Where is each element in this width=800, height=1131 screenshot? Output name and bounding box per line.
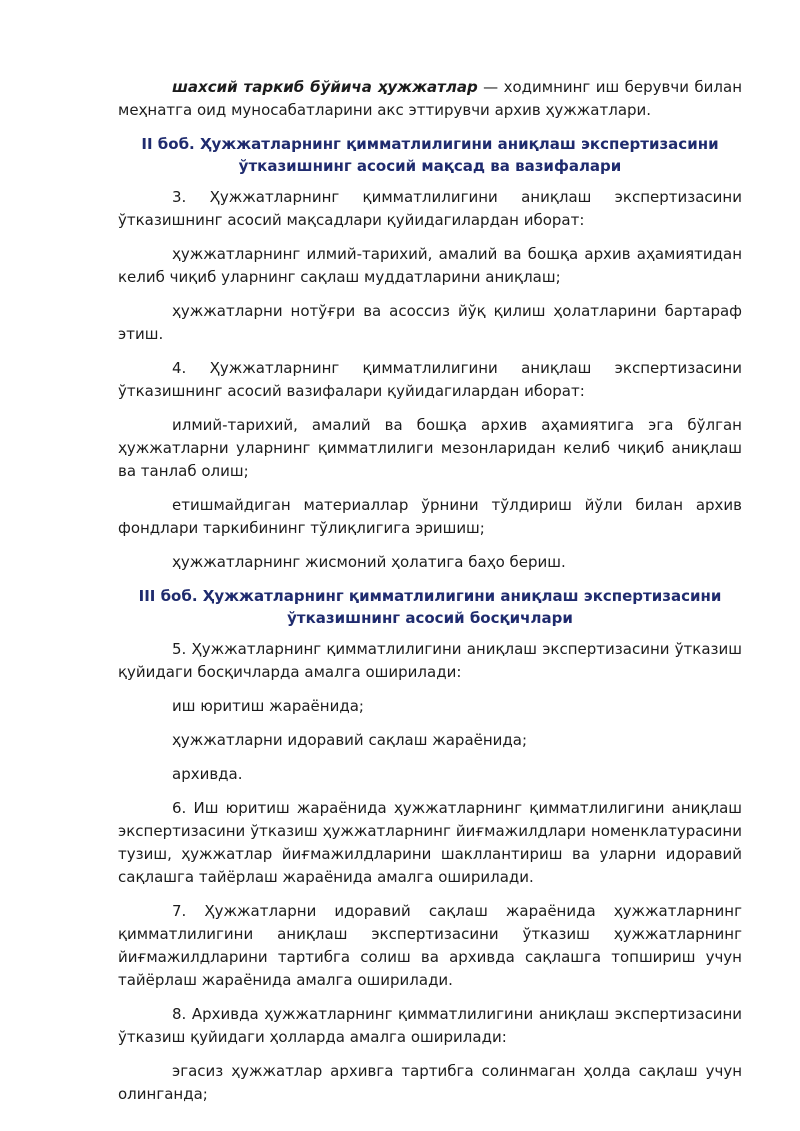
chapter-2-heading-line-2: ўтказишнинг асосий мақсад ва вазифалари [238, 157, 622, 175]
paragraph-5-item-1: иш юритиш жараёнида; [172, 697, 364, 715]
paragraph-5: 5. Ҳужжатларнинг қимматлилигини аниқлаш экспертизасини ўтказиш қуйидаги босқичларда амалга оширилади: [118, 640, 742, 681]
paragraph-4: 4. Ҳужжатларнинг қимматлилигини аниқлаш экспертизасини ўтказишнинг асосий вазифалари қуйидагилардан иборат: [118, 359, 742, 400]
chapter-2-heading [118, 133, 742, 177]
defined-term: шахсий таркиб бўйича ҳужжатлар [172, 78, 478, 96]
paragraph-3-item-1: ҳужжатларнинг илмий-тарихий, амалий ва бошқа архив аҳамиятидан келиб чиқиб уларнинг сақлаш муддатларини аниқлаш; [118, 245, 742, 286]
chapter-3-heading-line-1: III боб. Ҳужжатларнинг қимматлилигини аниқлаш экспертизасини [138, 587, 722, 605]
paragraph-8: 8. Архивда ҳужжатларнинг қимматлилигини аниқлаш экспертизасини ўтказиш қуйидаги ҳолларда амалга оширилади: [118, 1005, 742, 1046]
paragraph-5-item-3: архивда. [172, 765, 243, 783]
paragraph-3-item-2: ҳужжатларни нотўғри ва асоссиз йўқ қилиш ҳолатларини бартараф этиш. [118, 302, 742, 343]
paragraph-3: 3. Ҳужжатларнинг қимматлилигини аниқлаш экспертизасини ўтказишнинг асосий мақсадлари қуйидагилардан иборат: [118, 188, 742, 229]
chapter-2-heading-line-1: II боб. Ҳужжатларнинг қимматлилигини аниқлаш экспертизасини [141, 135, 719, 153]
paragraph-6: 6. Иш юритиш жараёнида ҳужжатларнинг қимматлилигини аниқлаш экспертизасини ўтказиш ҳужжатларнинг йиғмажилдлари номенклатурасини тузиш, ҳужжатлар йиғмажилдларини шакллантириш ва уларни идоравий сақлашга тайёрлаш жараёнида амалга оширилади. [118, 799, 742, 886]
definition-paragraph [118, 76, 742, 122]
definition-text: — ходимнинг иш берувчи билан меҳнатга оид муносабатларини акс эттирувчи архив ҳужжатлари. [118, 78, 743, 119]
paragraph-4-item-1: илмий-тарихий, амалий ва бошқа архив аҳамиятига эга бўлган ҳужжатларни уларнинг қимматлилиги мезонларидан келиб чиқиб аниқлаш ва танлаб олиш; [118, 416, 742, 480]
chapter-3-heading-line-2: ўтказишнинг асосий босқичлари [287, 609, 573, 627]
paragraph-8-item-1: эгасиз ҳужжатлар архивга тартибга солинмаган ҳолда сақлаш учун олинганда; [118, 1062, 742, 1103]
paragraph-4-item-3: ҳужжатларнинг жисмоний ҳолатига баҳо бериш. [172, 553, 566, 571]
paragraph-7: 7. Ҳужжатларни идоравий сақлаш жараёнида ҳужжатларнинг қимматлилигини аниқлаш экспертизасини ўтказиш ҳужжатларнинг йиғмажилдларини тартибга солиш ва архивда сақлашга топшириш учун тайёрлаш жараёнида амалга оширилади. [118, 902, 742, 989]
chapter-3-heading [118, 585, 742, 629]
paragraph-4-item-2: етишмайдиган материаллар ўрнини тўлдириш йўли билан архив фондлари таркибининг тўлиқлигига эришиш; [118, 496, 742, 537]
paragraph-5-item-2: ҳужжатларни идоравий сақлаш жараёнида; [172, 731, 528, 749]
document-body [118, 76, 742, 1106]
